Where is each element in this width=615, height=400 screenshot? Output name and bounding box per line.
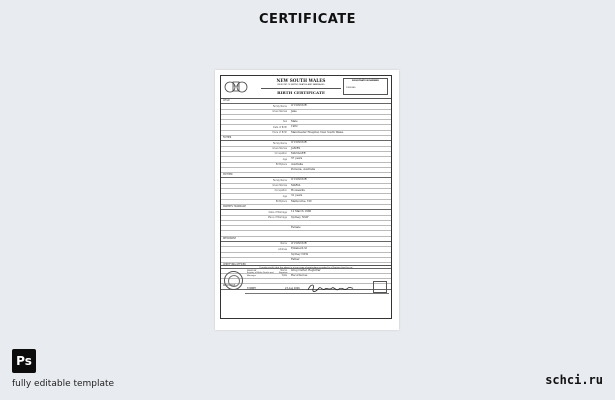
field-label: Occupation — [274, 152, 287, 156]
section-label: CERTIFYING OFFICER — [223, 263, 246, 267]
field-value: Female — [291, 226, 301, 230]
field-value: 1982 — [291, 125, 298, 129]
issued-sub: Registry of Births Deaths and Marriages — [247, 272, 274, 277]
field-value: JAMES — [291, 146, 301, 150]
field-label: Date of Birth — [273, 125, 287, 129]
field-label: Date — [281, 274, 287, 278]
field-label: Age — [282, 194, 287, 198]
certificate-frame — [220, 75, 392, 319]
document-state: NEW SOUTH WALES — [276, 78, 326, 83]
tagline: fully editable template — [12, 379, 115, 389]
signature-line — [245, 293, 389, 294]
field-label: Address — [278, 247, 287, 251]
field-label: Sex — [283, 120, 287, 124]
registration-box — [343, 78, 388, 95]
field-label: Given Names — [272, 109, 287, 113]
field-value: 37 years — [291, 157, 303, 161]
field-label: Birthplace — [275, 162, 287, 166]
signature-note: Signature — [279, 272, 288, 274]
field-value: Jake — [291, 109, 297, 113]
issued-box — [247, 270, 275, 280]
field-label: Occupation — [274, 189, 287, 193]
registration-value: 1982/045 — [346, 87, 356, 89]
field-value: 31 years — [291, 194, 303, 198]
section-label: REGISTRAR — [223, 284, 236, 288]
field-label: Place of Marriage — [268, 215, 287, 219]
issue-date: 23 Aug 2006 — [285, 287, 300, 290]
field-label: Given Names — [272, 146, 287, 150]
section-label: PARENTS' MARRIAGE — [223, 204, 246, 208]
field-value: O'CONNOR — [291, 141, 307, 145]
field-value: Male — [291, 120, 298, 124]
field-label: Given Names — [272, 184, 287, 188]
field-value: Manchester Hospital, New South Wales — [291, 130, 344, 134]
field-value: O'CONNOR — [291, 242, 307, 246]
section-label: MOTHER — [223, 173, 233, 177]
field-value: Recorded as — [291, 273, 308, 277]
section-label: CHILD — [223, 99, 230, 102]
field-label: Family Name — [272, 141, 287, 145]
field-label: Age — [282, 157, 287, 161]
field-label: Family Name — [272, 178, 287, 182]
field-label: Family Name — [272, 104, 287, 108]
field-value: Sydney, NSW — [291, 215, 309, 219]
field-value: Australia — [291, 162, 303, 166]
issue-place: SYDNEY — [247, 287, 257, 290]
field-label: Date of Marriage — [268, 210, 287, 214]
certificate-rows — [221, 99, 391, 290]
field-value: Greg Carter, Registrar — [291, 268, 321, 272]
field-value: Housewife — [291, 189, 305, 193]
field-value: 12 March 1980 — [291, 210, 312, 214]
field-value: Father — [291, 257, 300, 261]
certificate-document — [215, 70, 399, 330]
field-value: O'CONNOR — [291, 178, 307, 182]
field-value: Elizabeth St — [291, 247, 308, 251]
field-value: O'CONNOR — [291, 104, 307, 108]
section-label: INFORMANT — [223, 236, 237, 240]
registry-line: REGISTRY OF BIRTHS DEATHS AND MARRIAGES — [277, 84, 325, 86]
brand-watermark[interactable]: schci.ru — [545, 373, 603, 387]
seal-inner — [228, 275, 240, 287]
field-label: Birthplace — [275, 199, 287, 203]
page-title: CERTIFICATE — [258, 12, 357, 27]
section-label: FATHER — [223, 136, 232, 140]
field-value: Melbourne, VIC — [291, 199, 312, 203]
registration-label: REGISTRATION NUMBER — [352, 80, 379, 82]
field-value: Sydney NSW — [291, 252, 309, 256]
field-value: MANAGER — [291, 151, 306, 155]
field-value: MARIA — [291, 183, 301, 187]
certificate-title: BIRTH CERTIFICATE — [261, 88, 341, 95]
photoshop-icon: Ps — [12, 349, 36, 373]
field-label: Name — [280, 268, 287, 272]
certification-note: I hereby certify that the above is a true copy of particulars recorded in a Register kept by me — [221, 265, 391, 269]
field-label: Place of Birth — [272, 131, 287, 135]
certificate-header — [221, 76, 391, 99]
official-seal-icon — [224, 271, 243, 290]
stamp-box — [373, 281, 387, 293]
field-label: Name — [280, 242, 287, 246]
issued-label: ISSUED AT — [247, 270, 257, 272]
coat-of-arms-icon — [223, 78, 249, 96]
field-value: Pomona, Australia — [291, 167, 315, 171]
